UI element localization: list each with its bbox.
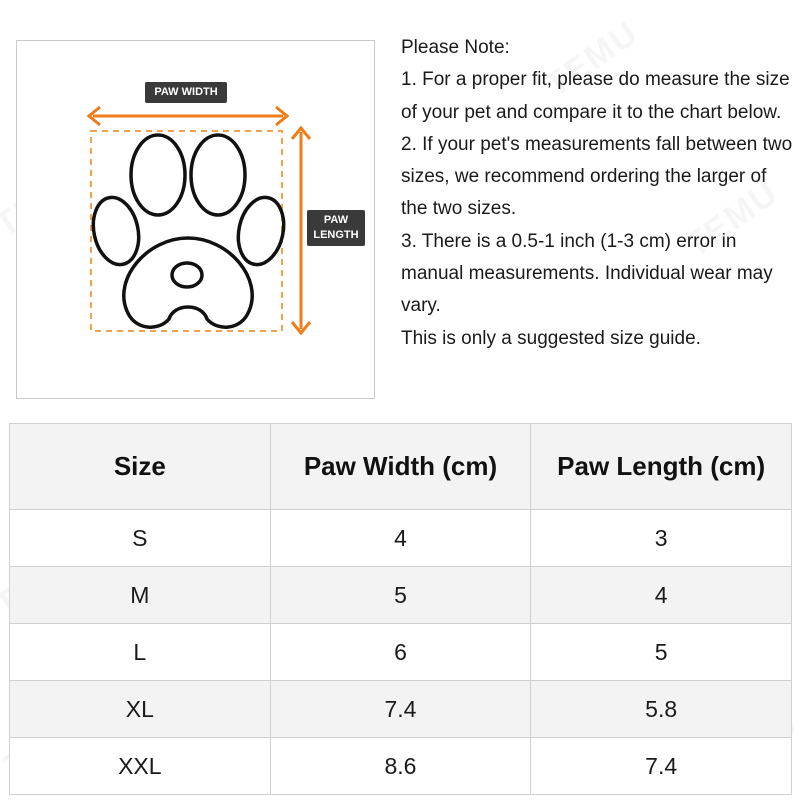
note-item: 2. If your pet's measurements fall between two sizes, we recommend ordering the larger of the two sizes. — [401, 133, 793, 220]
cell-size: M — [10, 567, 271, 624]
notes-heading: Please Note: — [401, 37, 510, 58]
cell-paw-width: 6 — [270, 624, 531, 681]
cell-paw-length: 5.8 — [531, 681, 792, 738]
paw-length-label: PAW LENGTH — [307, 210, 365, 246]
cell-paw-width: 7.4 — [270, 681, 531, 738]
cell-paw-length: 7.4 — [531, 738, 792, 795]
paw-print-icon — [87, 135, 289, 327]
cell-paw-length: 3 — [531, 510, 792, 567]
paw-width-label: PAW WIDTH — [145, 82, 227, 103]
cell-paw-width: 4 — [270, 510, 531, 567]
header-paw-length: Paw Length (cm) — [531, 424, 792, 510]
header-size: Size — [10, 424, 271, 510]
cell-size: S — [10, 510, 271, 567]
cell-size: XXL — [10, 738, 271, 795]
table-row — [10, 681, 792, 738]
table-header-row — [10, 424, 792, 510]
header-paw-width: Paw Width (cm) — [270, 424, 531, 510]
cell-paw-length: 5 — [531, 624, 792, 681]
notes-block — [401, 32, 793, 355]
paw-diagram — [16, 40, 375, 399]
table-row — [10, 624, 792, 681]
notes-footer: This is only a suggested size guide. — [401, 327, 701, 349]
cell-paw-width: 8.6 — [270, 738, 531, 795]
table-row — [10, 738, 792, 795]
cell-paw-width: 5 — [270, 567, 531, 624]
cell-size: L — [10, 624, 271, 681]
horizontal-arrow-icon — [89, 107, 287, 125]
cell-size: XL — [10, 681, 271, 738]
size-chart-table — [9, 423, 792, 795]
table-row — [10, 567, 792, 624]
table-row — [10, 510, 792, 567]
cell-paw-length: 4 — [531, 567, 792, 624]
note-item: 3. There is a 0.5-1 inch (1-3 cm) error in manual measurements. Individual wear may vary. — [401, 230, 773, 317]
note-item: 1. For a proper fit, please do measure the size of your pet and compare it to the chart below. — [401, 69, 790, 123]
